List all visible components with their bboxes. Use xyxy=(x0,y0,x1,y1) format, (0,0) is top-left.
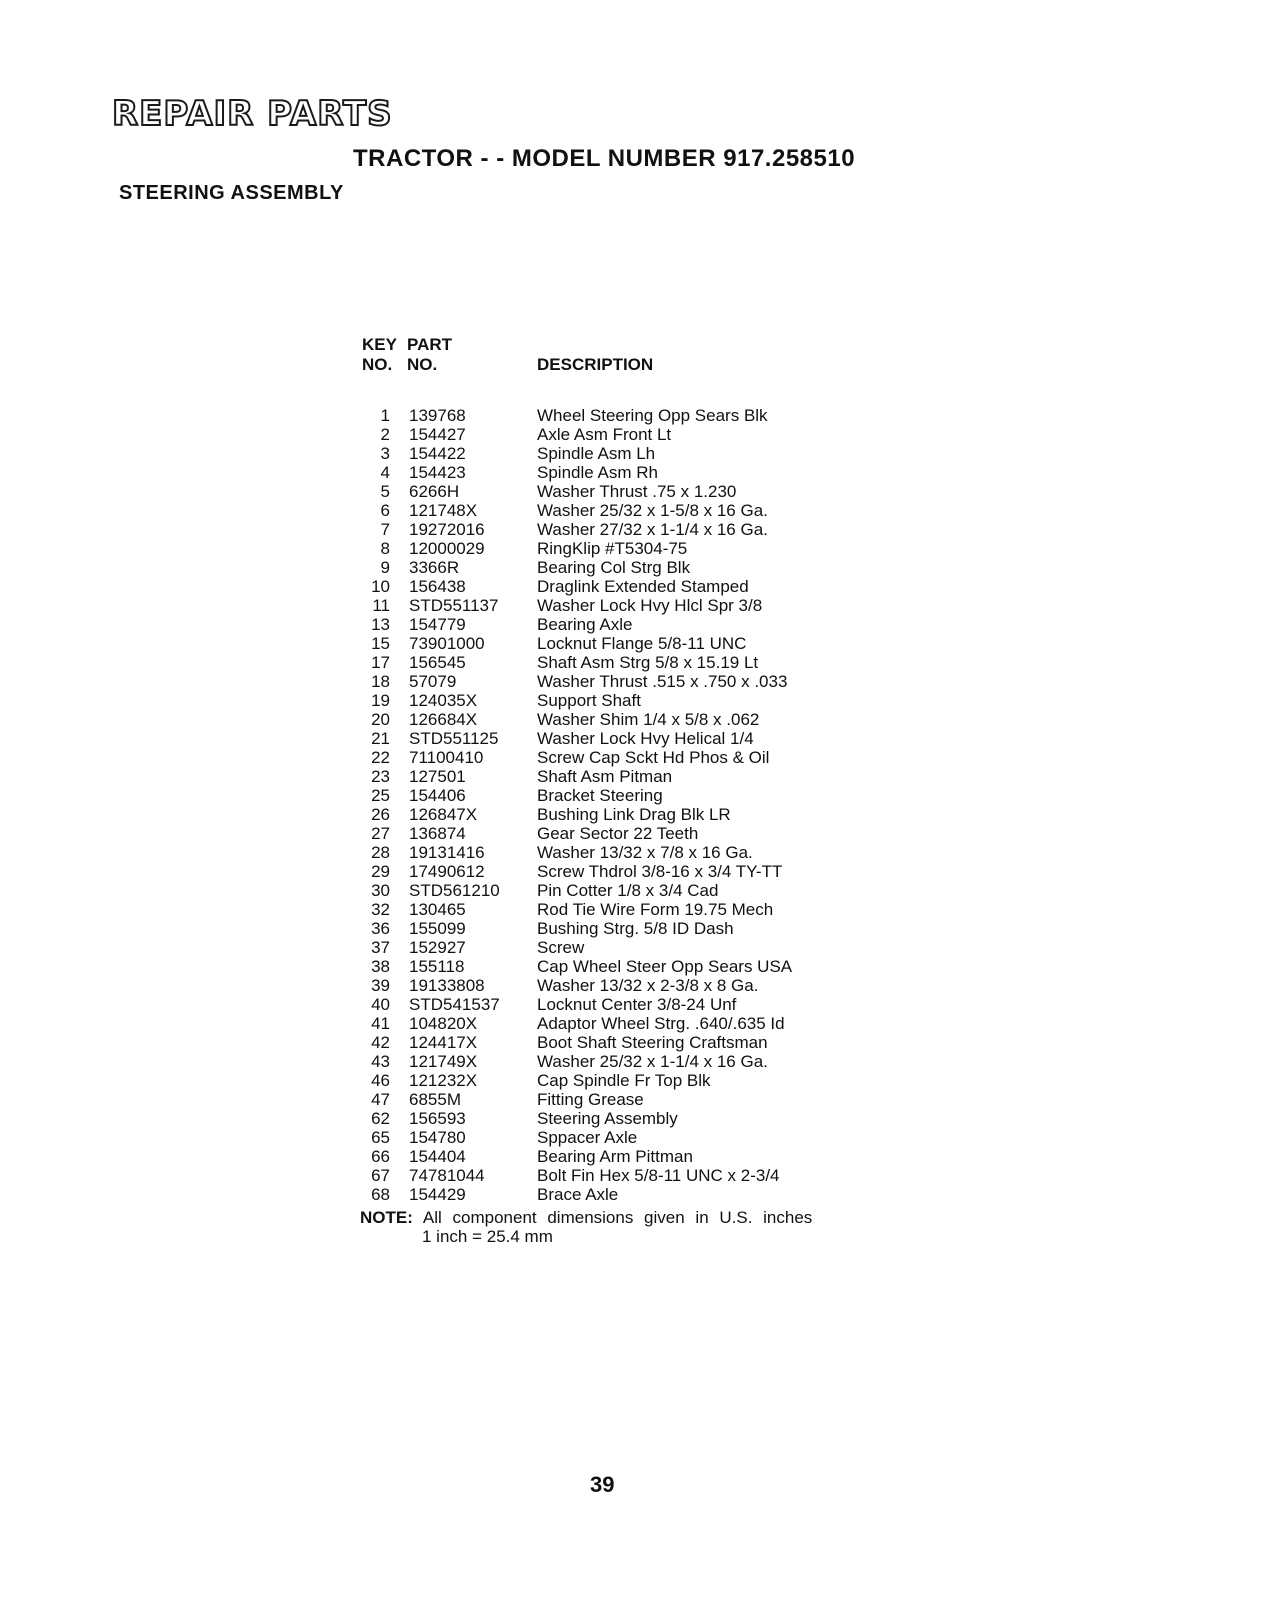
key-no: 22 xyxy=(371,748,390,767)
key-no: 25 xyxy=(371,786,390,805)
part-no: 130465 xyxy=(409,900,466,919)
part-description: Draglink Extended Stamped xyxy=(537,577,749,596)
key-no: 37 xyxy=(371,938,390,957)
key-no: 46 xyxy=(371,1071,390,1090)
part-no: 124035X xyxy=(409,691,478,710)
part-description: Fitting Grease xyxy=(537,1090,644,1109)
part-description: Wheel Steering Opp Sears Blk xyxy=(537,406,768,425)
part-no: 154422 xyxy=(409,444,466,463)
part-no: 127501 xyxy=(409,767,466,786)
part-description: Washer Lock Hvy Hlcl Spr 3/8 xyxy=(537,596,763,615)
part-no: 19133808 xyxy=(409,976,485,995)
part-no: 136874 xyxy=(409,824,466,843)
key-header-line2: NO. xyxy=(362,355,393,374)
part-no: 155118 xyxy=(409,957,465,976)
part-no: 154429 xyxy=(409,1185,466,1204)
part-no: 19272016 xyxy=(409,520,485,539)
part-no: 6266H xyxy=(409,482,460,501)
part-no: STD561210 xyxy=(409,881,500,900)
key-no: 11 xyxy=(372,596,390,615)
key-no: 68 xyxy=(371,1185,390,1204)
part-no: 104820X xyxy=(409,1014,478,1033)
part-no: 156438 xyxy=(409,577,466,596)
part-description: Adaptor Wheel Strg. .640/.635 Id xyxy=(537,1014,785,1033)
key-no: 40 xyxy=(371,995,390,1014)
part-no: 126684X xyxy=(409,710,478,729)
key-no: 10 xyxy=(371,577,390,596)
note-text: All component dimensions given in U.S. inches xyxy=(422,1208,813,1227)
key-no: 20 xyxy=(371,710,390,729)
part-description: Washer 27/32 x 1-1/4 x 16 Ga. xyxy=(537,520,768,539)
part-no: 121232X xyxy=(409,1071,478,1090)
part-description: Bearing Arm Pittman xyxy=(537,1147,693,1166)
part-description: Screw Cap Sckt Hd Phos & Oil xyxy=(537,748,770,767)
key-no: 27 xyxy=(371,824,390,843)
part-description: Sppacer Axle xyxy=(537,1128,638,1147)
part-description: Bushing Link Drag Blk LR xyxy=(537,805,731,824)
part-no: STD551125 xyxy=(409,729,499,748)
part-no: 17490612 xyxy=(409,862,485,881)
key-no: 15 xyxy=(371,634,390,653)
page-heading: REPAIR PARTS xyxy=(112,94,393,134)
part-no: 124417X xyxy=(409,1033,478,1052)
part-no: 121749X xyxy=(409,1052,478,1071)
part-no: 156593 xyxy=(409,1109,466,1128)
part-description: Washer Shim 1/4 x 5/8 x .062 xyxy=(537,710,760,729)
part-no: 154427 xyxy=(409,425,466,444)
part-description: Brace Axle xyxy=(537,1185,619,1204)
key-no: 67 xyxy=(371,1166,390,1185)
key-no: 6 xyxy=(380,501,390,520)
key-no: 41 xyxy=(371,1014,390,1033)
part-description: Screw xyxy=(537,938,585,957)
key-no: 8 xyxy=(380,539,390,558)
part-no: 3366R xyxy=(409,558,460,577)
key-no: 17 xyxy=(371,653,390,672)
part-description: Washer Thrust .515 x .750 x .033 xyxy=(537,672,788,691)
key-no: 42 xyxy=(371,1033,390,1052)
part-no-header xyxy=(407,335,452,375)
key-no: 13 xyxy=(371,615,390,634)
key-no: 62 xyxy=(371,1109,390,1128)
key-no: 43 xyxy=(371,1052,390,1071)
part-description: Pin Cotter 1/8 x 3/4 Cad xyxy=(537,881,719,900)
key-no: 2 xyxy=(380,425,390,444)
part-description: Locknut Flange 5/8-11 UNC xyxy=(537,634,747,653)
key-no: 26 xyxy=(371,805,390,824)
part-description: Locknut Center 3/8-24 Unf xyxy=(537,995,737,1014)
part-header-line1: PART xyxy=(407,335,453,354)
key-no: 21 xyxy=(371,729,390,748)
key-no: 36 xyxy=(371,919,390,938)
key-no: 9 xyxy=(380,558,390,577)
part-no: 154779 xyxy=(409,615,466,634)
key-no: 1 xyxy=(380,406,390,425)
part-no: 152927 xyxy=(409,938,466,957)
description-header: DESCRIPTION xyxy=(537,355,654,374)
part-description: Bearing Axle xyxy=(537,615,633,634)
key-header-line1: KEY xyxy=(362,335,397,354)
part-no: 126847X xyxy=(409,805,478,824)
part-no: 6855M xyxy=(409,1090,461,1109)
key-no: 28 xyxy=(371,843,390,862)
key-no: 65 xyxy=(371,1128,390,1147)
part-no: 19131416 xyxy=(409,843,485,862)
part-description: Bracket Steering xyxy=(537,786,663,805)
part-no: STD551137 xyxy=(409,596,499,615)
key-no: 32 xyxy=(371,900,390,919)
key-no: 5 xyxy=(380,482,390,501)
part-no: 12000029 xyxy=(409,539,485,558)
key-no: 39 xyxy=(371,976,390,995)
part-description: Boot Shaft Steering Craftsman xyxy=(537,1033,768,1052)
part-no: 73901000 xyxy=(409,634,485,653)
note-label: NOTE: xyxy=(360,1208,413,1227)
part-description: Rod Tie Wire Form 19.75 Mech xyxy=(537,900,774,919)
part-description: Screw Thdrol 3/8-16 x 3/4 TY-TT xyxy=(537,862,783,881)
part-description: Shaft Asm Pitman xyxy=(537,767,673,786)
note-block xyxy=(360,1208,812,1246)
part-no: 154406 xyxy=(409,786,466,805)
part-no: 155099 xyxy=(409,919,466,938)
part-description: Support Shaft xyxy=(537,691,641,710)
part-no: 121748X xyxy=(409,501,478,520)
part-description: Gear Sector 22 Teeth xyxy=(537,824,699,843)
key-no: 30 xyxy=(371,881,390,900)
part-no: 154780 xyxy=(409,1128,466,1147)
part-no: 156545 xyxy=(409,653,466,672)
part-description: Spindle Asm Rh xyxy=(537,463,658,482)
part-description: Washer 13/32 x 2-3/8 x 8 Ga. xyxy=(537,976,759,995)
part-no: 71100410 xyxy=(409,748,484,767)
key-no: 23 xyxy=(371,767,390,786)
model-title: TRACTOR - - MODEL NUMBER 917.258510 xyxy=(353,145,856,172)
part-description: Cap Spindle Fr Top Blk xyxy=(537,1071,711,1090)
part-description: Washer 25/32 x 1-1/4 x 16 Ga. xyxy=(537,1052,768,1071)
section-title: STEERING ASSEMBLY xyxy=(119,182,344,204)
key-no: 3 xyxy=(380,444,390,463)
part-description: Washer Lock Hvy Helical 1/4 xyxy=(537,729,754,748)
part-description: Washer Thrust .75 x 1.230 xyxy=(537,482,737,501)
part-description: Shaft Asm Strg 5/8 x 15.19 Lt xyxy=(537,653,759,672)
part-description: Steering Assembly xyxy=(537,1109,678,1128)
part-description: RingKlip #T5304-75 xyxy=(537,539,688,558)
part-no: 74781044 xyxy=(409,1166,485,1185)
key-no-header xyxy=(362,335,397,375)
part-no: 57079 xyxy=(409,672,457,691)
part-description: Bearing Col Strg Blk xyxy=(537,558,691,577)
part-header-line2: NO. xyxy=(407,355,438,374)
part-no: 154404 xyxy=(409,1147,466,1166)
part-description: Axle Asm Front Lt xyxy=(537,425,672,444)
part-description: Spindle Asm Lh xyxy=(537,444,656,463)
part-no: 154423 xyxy=(409,463,466,482)
part-description: Washer 13/32 x 7/8 x 16 Ga. xyxy=(537,843,753,862)
key-no: 66 xyxy=(371,1147,390,1166)
key-no: 29 xyxy=(371,862,390,881)
part-no: STD541537 xyxy=(409,995,500,1014)
part-no: 139768 xyxy=(409,406,466,425)
part-description: Washer 25/32 x 1-5/8 x 16 Ga. xyxy=(537,501,768,520)
note-conversion: 1 inch = 25.4 mm xyxy=(422,1227,553,1246)
part-description: Bolt Fin Hex 5/8-11 UNC x 2-3/4 xyxy=(537,1166,780,1185)
key-no: 18 xyxy=(371,672,390,691)
key-no: 38 xyxy=(371,957,390,976)
part-description: Cap Wheel Steer Opp Sears USA xyxy=(537,957,793,976)
key-no: 19 xyxy=(371,691,390,710)
page-number: 39 xyxy=(590,1472,615,1497)
key-no: 7 xyxy=(380,520,390,539)
key-no: 47 xyxy=(371,1090,390,1109)
key-no: 4 xyxy=(380,463,390,482)
part-description: Bushing Strg. 5/8 ID Dash xyxy=(537,919,734,938)
